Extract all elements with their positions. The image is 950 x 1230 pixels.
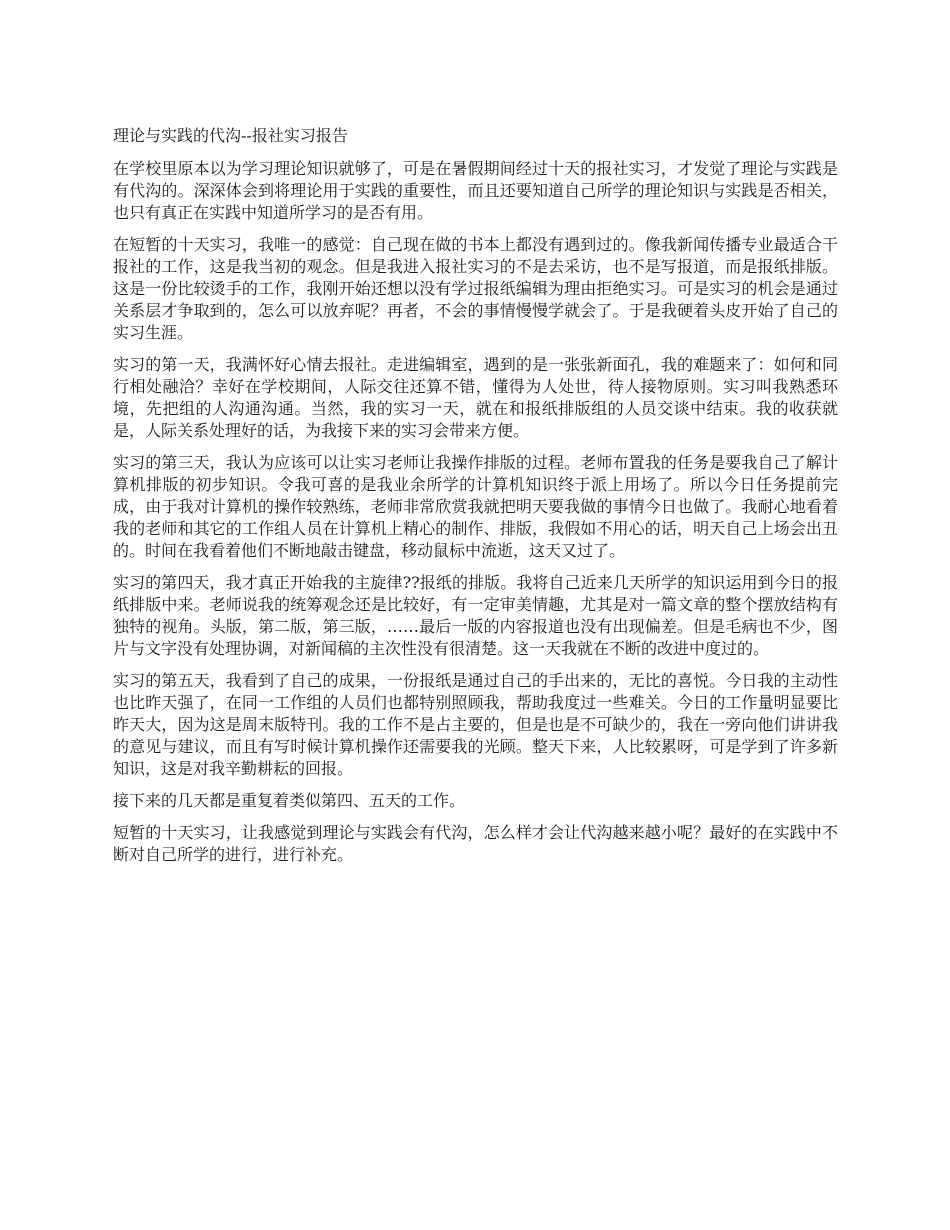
document-title: 理论与实践的代沟--报社实习报告 [113, 126, 348, 145]
paragraph-5: 实习的第四天，我才真正开始我的主旋律??报纸的排版。我将自己近来几天所学的知识运用到今日的报纸排版中来。老师说我的统筹观念还是比较好，有一定审美情趣，尤其是对一篇文章的整个摆放结构有独特的视角。头版，第二版，第三版，……最后一版的内容报道也没有出现偏差。但是毛病也不少，图片与文字没有处理协调，对新闻稿的主次性没有很清楚。这一天我就在不断的改进中度过的。 [113, 573, 838, 658]
paragraph-7: 接下来的几天都是重复着类似第四、五天的工作。 [113, 791, 466, 810]
paragraph-1: 在学校里原本以为学习理论知识就够了，可是在暑假期间经过十天的报社实习，才发觉了理论与实践是有代沟的。深深体会到将理论用于实践的重要性，而且还要知道自己所学的理论知识与实践是否相关，也只有真正在实践中知道所学习的是否有用。 [113, 159, 838, 222]
paragraph-4: 实习的第三天，我认为应该可以让实习老师让我操作排版的过程。老师布置我的任务是要我自己了解计算机排版的初步知识。令我可喜的是我业余所学的计算机知识终于派上用场了。所以今日任务提前完成，由于我对计算机的操作较熟练，老师非常欣赏我就把明天要我做的事情今日也做了。我耐心地看着我的老师和其它的工作组人员在计算机上精心的制作、排版，我假如不用心的话，明天自己上场会出丑的。时间在我看着他们不断地敲击键盘，移动鼠标中流逝，这天又过了。 [113, 453, 838, 560]
document-page [113, 124, 838, 876]
paragraph-6: 实习的第五天，我看到了自己的成果，一份报纸是通过自己的手出来的，无比的喜悦。今日我的主动性也比昨天强了，在同一工作组的人员们也都特别照顾我，帮助我度过一些难关。今日的工作量明显要比昨天大，因为这是周末版特刊。我的工作不是占主要的，但是也是不可缺少的，我在一旁向他们讲讲我的意见与建议，而且有写时候计算机操作还需要我的光顾。整天下来，人比较累呀，可是学到了许多新知识，这是对我辛勤耕耘的回报。 [113, 671, 838, 778]
paragraph-2: 在短暂的十天实习，我唯一的感觉：自己现在做的书本上都没有遇到过的。像我新闻传播专业最适合干报社的工作，这是我当初的观念。但是我进入报社实习的不是去采访，也不是写报道，而是报纸排版。这是一份比较烫手的工作，我刚开始还想以没有学过报纸编辑为理由拒绝实习。可是实习的机会是通过关系层才争取到的，怎么可以放弃呢？再者，不会的事情慢慢学就会了。于是我硬着头皮开始了自己的实习生涯。 [113, 235, 838, 342]
paragraph-3: 实习的第一天，我满怀好心情去报社。走进编辑室，遇到的是一张张新面孔，我的难题来了：如何和同行相处融洽？幸好在学校期间，人际交往还算不错，懂得为人处世，待人接物原则。实习叫我熟悉环境，先把组的人沟通沟通。当然，我的实习一天，就在和报纸排版组的人员交谈中结束。我的收获就是，人际关系处理好的话，为我接下来的实习会带来方便。 [113, 355, 838, 440]
paragraph-8: 短暂的十天实习，让我感觉到理论与实践会有代沟，怎么样才会让代沟越来越小呢？最好的在实践中不断对自己所学的进行，进行补充。 [113, 823, 838, 864]
